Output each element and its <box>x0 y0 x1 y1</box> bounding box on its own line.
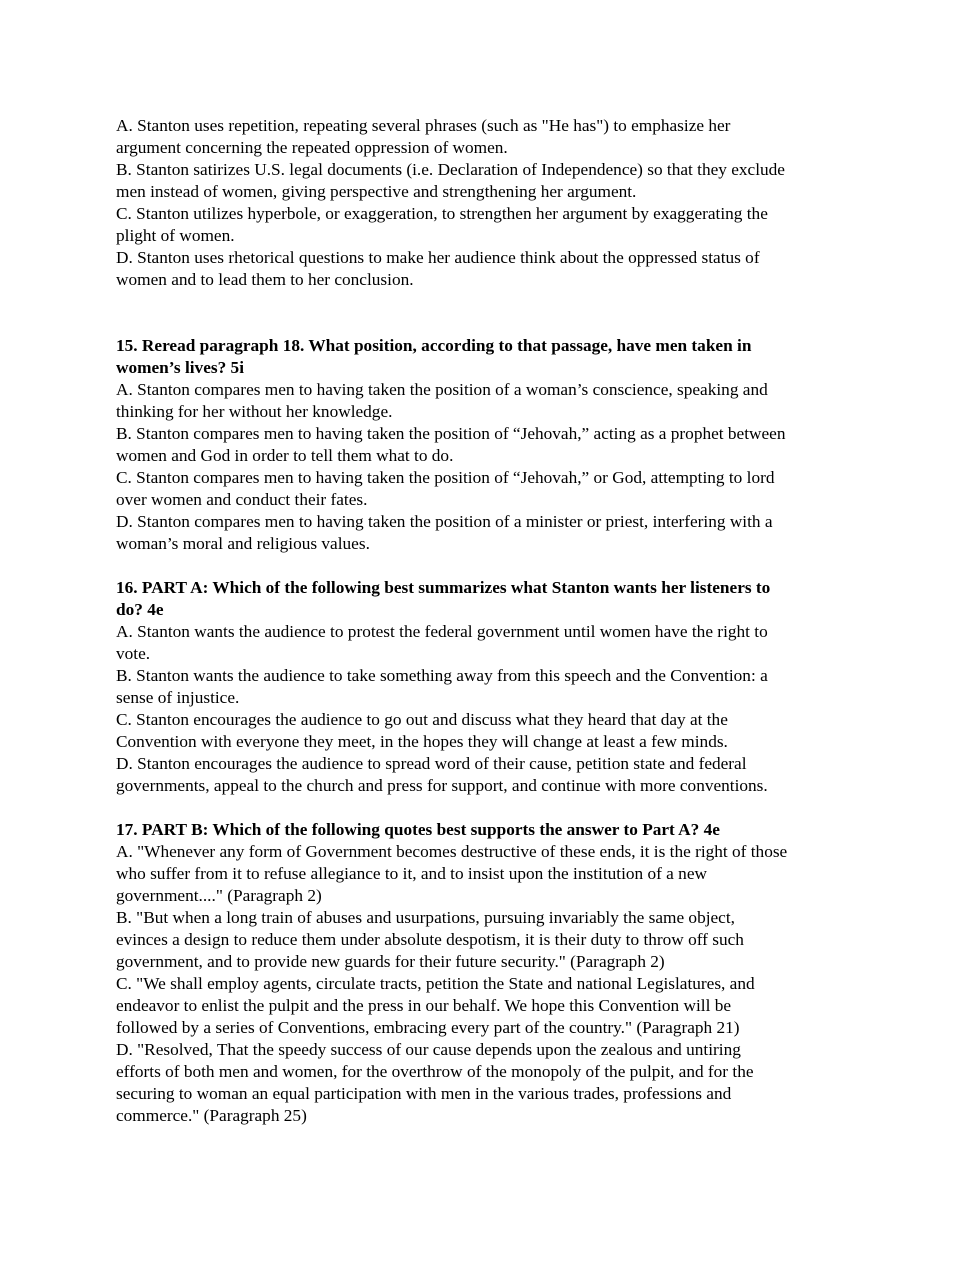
answer-line: endeavor to enlist the pulpit and the press in our behalf. We hope this Convention will be <box>116 996 732 1015</box>
question-15 <box>116 335 866 555</box>
answer-option-d <box>116 1039 866 1127</box>
answer-line: A. Stanton uses repetition, repeating several phrases (such as "He has") to emphasize her <box>116 116 731 135</box>
answer-line: A. Stanton compares men to having taken the position of a woman’s conscience, speaking and <box>116 380 768 399</box>
answer-line: women and God in order to tell them what to do. <box>116 446 454 465</box>
answer-line: commerce." (Paragraph 25) <box>116 1106 307 1125</box>
answer-line: men instead of women, giving perspective and strengthening her argument. <box>116 182 637 201</box>
answer-line: governments, appeal to the church and press for support, and continue with more conventions. <box>116 776 768 795</box>
answer-line: B. "But when a long train of abuses and usurpations, pursuing invariably the same object, <box>116 908 735 927</box>
question-16 <box>116 577 866 797</box>
answer-line: A. Stanton wants the audience to protest the federal government until women have the right to <box>116 622 768 641</box>
document-page <box>116 115 866 1127</box>
answer-option-a <box>116 841 866 907</box>
question-line: 15. Reread paragraph 18. What position, according to that passage, have men taken in <box>116 336 752 355</box>
answer-line: followed by a series of Conventions, embracing every part of the country." (Paragraph 21) <box>116 1018 740 1037</box>
answer-line: government, and to provide new guards for their future security." (Paragraph 2) <box>116 952 665 971</box>
answer-line: B. Stanton wants the audience to take something away from this speech and the Convention: a <box>116 666 768 685</box>
spacer <box>116 291 866 335</box>
answer-option-c <box>116 973 866 1039</box>
answer-line: evinces a design to reduce them under absolute despotism, it is their duty to throw off such <box>116 930 744 949</box>
answer-option-c <box>116 709 866 753</box>
question-line: women’s lives? 5i <box>116 358 244 377</box>
answer-option-c <box>116 203 866 247</box>
answer-line: woman’s moral and religious values. <box>116 534 370 553</box>
answer-option-c <box>116 467 866 511</box>
answer-option-b <box>116 665 866 709</box>
answer-line: over women and conduct their fates. <box>116 490 368 509</box>
answer-option-d <box>116 511 866 555</box>
answer-line: women and to lead them to her conclusion. <box>116 270 414 289</box>
answer-line: A. "Whenever any form of Government becomes destructive of these ends, it is the right of those <box>116 842 788 861</box>
question-line: 17. PART B: Which of the following quotes best supports the answer to Part A? 4e <box>116 820 720 839</box>
answer-line: C. Stanton utilizes hyperbole, or exaggeration, to strengthen her argument by exaggerating the <box>116 204 768 223</box>
answer-option-d <box>116 753 866 797</box>
answer-line: government...." (Paragraph 2) <box>116 886 322 905</box>
answer-line: D. "Resolved, That the speedy success of our cause depends upon the zealous and untiring <box>116 1040 741 1059</box>
answer-line: Convention with everyone they meet, in the hopes they will change at least a few minds. <box>116 732 728 751</box>
question-line: do? 4e <box>116 600 164 619</box>
answer-line: vote. <box>116 644 151 663</box>
answer-line: securing to woman an equal participation with men in the various trades, professions and <box>116 1084 732 1103</box>
answer-option-b <box>116 159 866 203</box>
answer-option-b <box>116 907 866 973</box>
answer-option-a <box>116 379 866 423</box>
answer-option-a <box>116 621 866 665</box>
spacer <box>116 555 866 577</box>
question-text <box>116 819 866 841</box>
question-line: 16. PART A: Which of the following best summarizes what Stanton wants her listeners to <box>116 578 771 597</box>
question-text <box>116 577 866 621</box>
answer-line: D. Stanton compares men to having taken the position of a minister or priest, interfering with a <box>116 512 773 531</box>
answer-line: who suffer from it to refuse allegiance to it, and to insist upon the institution of a new <box>116 864 707 883</box>
intro-answer-list <box>116 115 866 291</box>
answer-line: C. Stanton encourages the audience to go out and discuss what they heard that day at the <box>116 710 728 729</box>
answer-line: D. Stanton encourages the audience to spread word of their cause, petition state and federal <box>116 754 747 773</box>
answer-option-a <box>116 115 866 159</box>
answer-line: efforts of both men and women, for the overthrow of the monopoly of the pulpit, and for the <box>116 1062 754 1081</box>
answer-option-d <box>116 247 866 291</box>
answer-line: B. Stanton satirizes U.S. legal documents (i.e. Declaration of Independence) so that they exclude <box>116 160 785 179</box>
answer-line: C. "We shall employ agents, circulate tracts, petition the State and national Legislatures, and <box>116 974 755 993</box>
answer-option-b <box>116 423 866 467</box>
question-text <box>116 335 866 379</box>
answer-line: thinking for her without her knowledge. <box>116 402 393 421</box>
spacer <box>116 797 866 819</box>
answer-line: C. Stanton compares men to having taken the position of “Jehovah,” or God, attempting to lord <box>116 468 775 487</box>
answer-line: plight of women. <box>116 226 235 245</box>
answer-line: B. Stanton compares men to having taken the position of “Jehovah,” acting as a prophet between <box>116 424 786 443</box>
answer-line: D. Stanton uses rhetorical questions to make her audience think about the oppressed status of <box>116 248 760 267</box>
answer-line: argument concerning the repeated oppression of women. <box>116 138 508 157</box>
question-17 <box>116 819 866 1127</box>
answer-line: sense of injustice. <box>116 688 240 707</box>
